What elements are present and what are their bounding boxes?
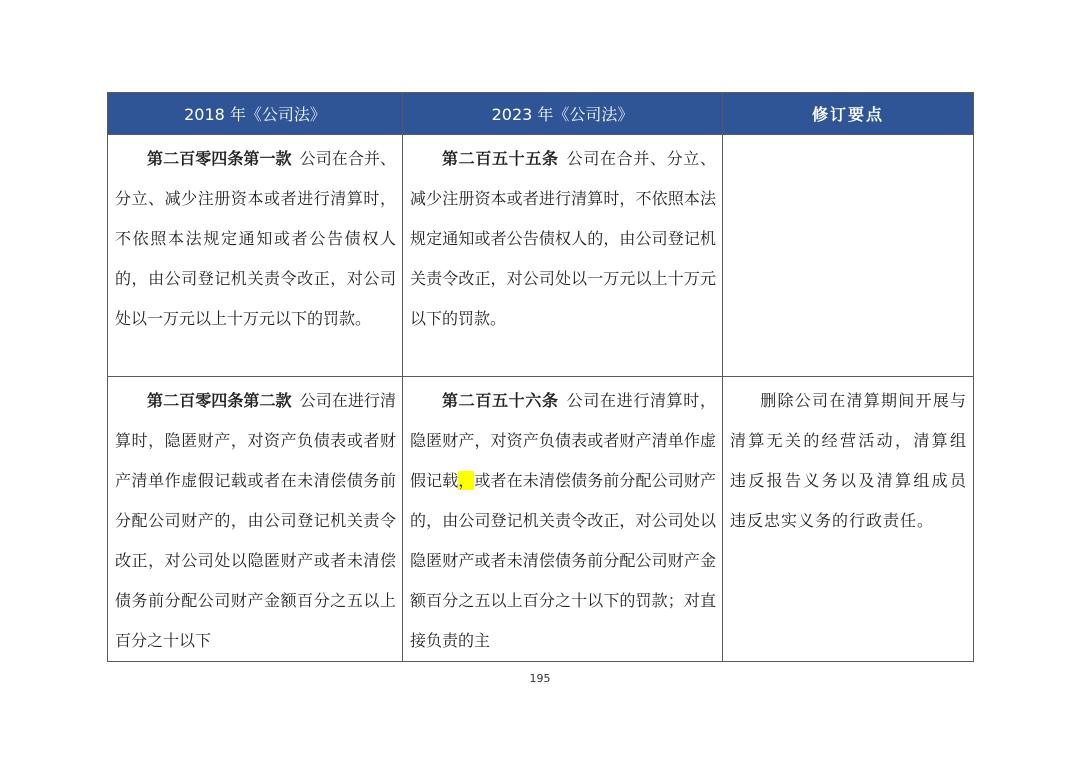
new-article-text-part1: 公司在进行清算时，隐匿财产，对资产负债表或者财产清单作虚假记载 — [410, 391, 716, 490]
old-article-number: 第二百零四条第一款 — [147, 149, 292, 168]
old-article-text: 公司在进行清算时，隐匿财产，对资产负债表或者财产清单作虚假记载或者在未清偿债务前分配公司财产的，由公司登记机关责令改正，对公司处以隐匿财产或者未清偿债务前分配公司财产金额百分之五以上百分之十以下 — [115, 391, 396, 650]
table-row — [108, 377, 974, 662]
revision-note-cell — [723, 377, 974, 662]
revision-note-text: 删除公司在清算期间开展与清算无关的经营活动，清算组违反报告义务以及清算组成员违反忠实义务的行政责任。 — [730, 391, 967, 530]
old-law-cell — [108, 377, 403, 662]
revision-note-cell — [723, 135, 974, 377]
highlighted-comma: ， — [458, 471, 475, 490]
table-row — [108, 135, 974, 377]
old-article-text: 公司在合并、分立、减少注册资本或者进行清算时，不依照本法规定通知或者公告债权人的，由公司登记机关责令改正，对公司处以一万元以上十万元以下的罚款。 — [115, 149, 396, 328]
page-number: 195 — [529, 672, 551, 685]
new-article-number: 第二百五十六条 — [442, 391, 559, 410]
new-article-text: 公司在合并、分立、减少注册资本或者进行清算时，不依照本法规定通知或者公告债权人的，由公司登记机关责令改正，对公司处以一万元以上十万元以下的罚款。 — [410, 149, 716, 328]
table-header-row — [108, 93, 974, 135]
new-article-number: 第二百五十五条 — [442, 149, 559, 168]
header-2023-law: 2023 年《公司法》 — [403, 93, 723, 135]
old-law-cell — [108, 135, 403, 377]
new-law-cell — [403, 135, 723, 377]
new-law-cell — [403, 377, 723, 662]
law-comparison-table — [107, 92, 974, 662]
new-article-text-part2: 或者在未清偿债务前分配公司财产的，由公司登记机关责令改正，对公司处以隐匿财产或者未清偿债务前分配公司财产金额百分之五以上百分之十以下的罚款；对直接负责的主 — [410, 471, 716, 650]
header-2018-law: 2018 年《公司法》 — [108, 93, 403, 135]
header-revision-points: 修订要点 — [723, 93, 974, 135]
old-article-number: 第二百零四条第二款 — [147, 391, 292, 410]
